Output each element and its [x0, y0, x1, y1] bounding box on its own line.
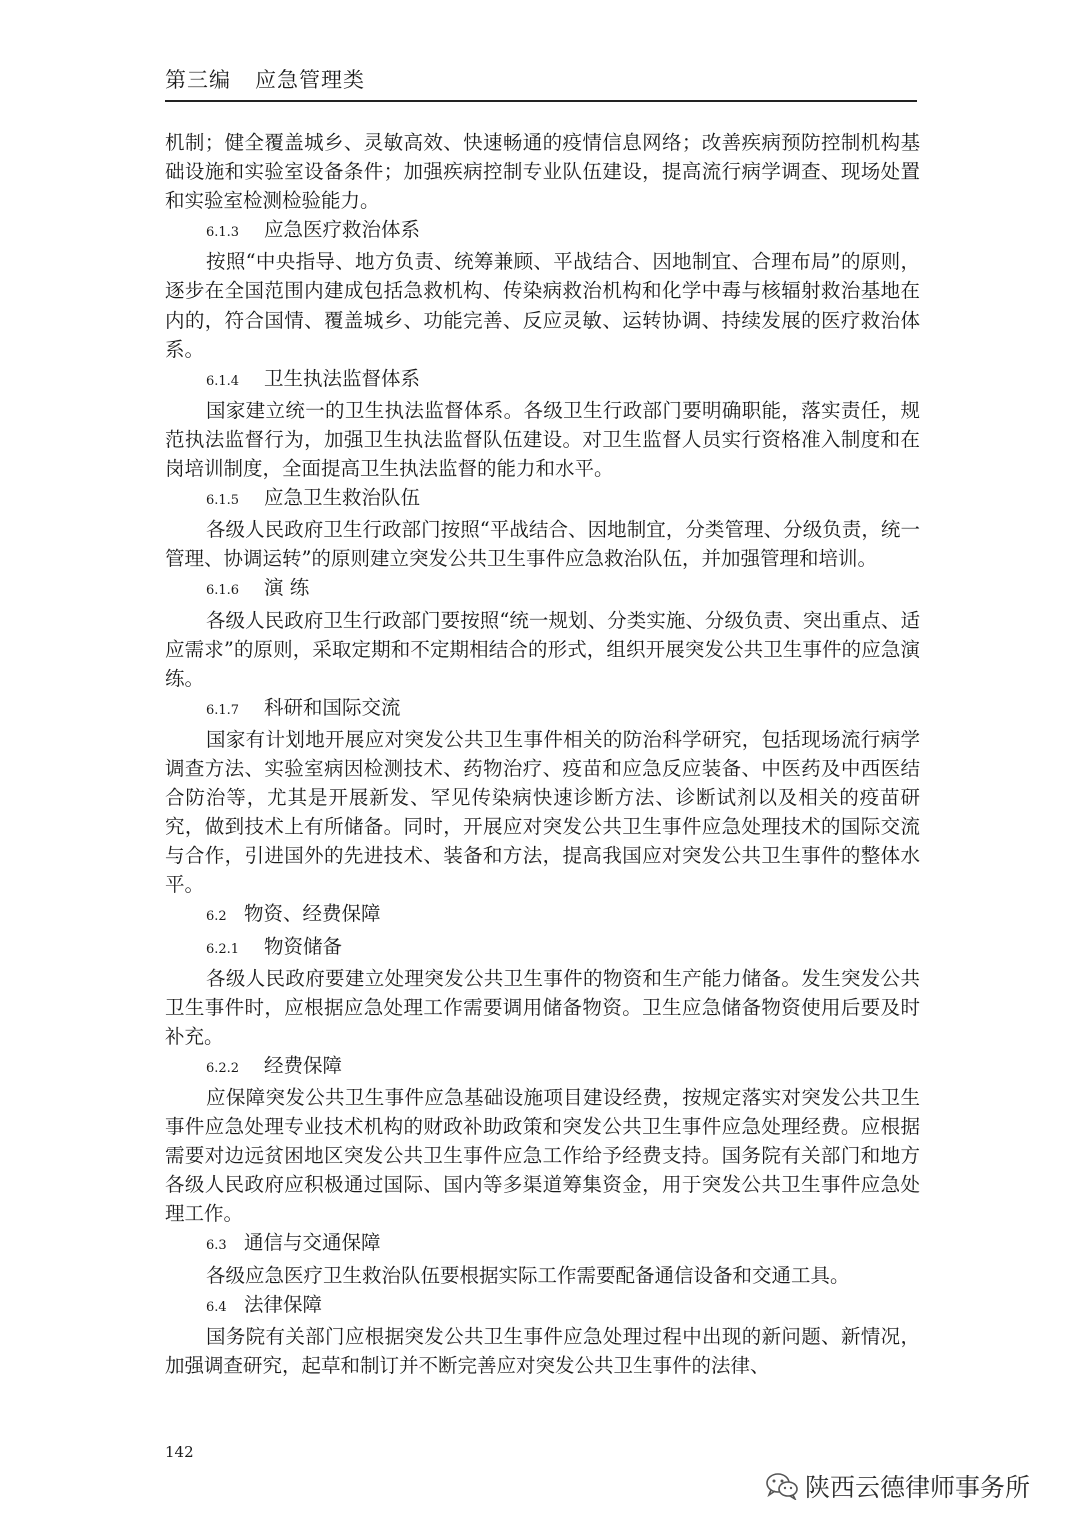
paragraph: 国家有计划地开展应对突发公共卫生事件相关的防治科学研究，包括现场流行病学调查方法、实验室病因检测技术、药物治疗、疫苗和应急反应装备、中医药及中西医结合防治等，尤其是开展新发、罕见传染病快速诊断方法、诊断试剂以及相关的疫苗研究，做到技术上有所储备。同时，开展应对突发公共卫生事件应急处理技术的国际交流与合作，引进国外的先进技术、装备和方法，提高我国应对突发公共卫生事件的整体水平。: [165, 727, 920, 897]
header-part: 第三编: [165, 68, 231, 92]
watermark-text: 陕西云德律师事务所: [805, 1473, 1031, 1502]
document-body: [165, 128, 920, 1380]
paragraph: 各级人民政府卫生行政部门按照“平战结合、因地制宜，分类管理、分级负责，统一管理、协调运转”的原则建立突发公共卫生事件应急救治队伍，并加强管理和培训。: [165, 518, 920, 571]
paragraph: 国务院有关部门应根据突发公共卫生事件应急处理过程中出现的新问题、新情况，加强调查研究，起草和制订并不断完善应对突发公共卫生事件的法律、: [165, 1324, 920, 1377]
section-heading-6-2-1: 6.2.1 物资储备: [206, 934, 343, 958]
paragraph: 应保障突发公共卫生事件应急基础设施项目建设经费，按规定落实对突发公共卫生事件应急处理专业技术机构的财政补助政策和突发公共卫生事件应急处理经费。应根据需要对边远贫困地区突发公共卫生事件应急工作给予经费支持。国务院有关部门和地方各级人民政府应积极通过国际、国内等多渠道筹集资金，用于突发公共卫生事件应急处理工作。: [165, 1086, 920, 1226]
paragraph: 国家建立统一的卫生执法监督体系。各级卫生行政部门要明确职能，落实责任，规范执法监督行为，加强卫生执法监督队伍建设。对卫生监督人员实行资格准入制度和在岗培训制度，全面提高卫生执法监督的能力和水平。: [165, 398, 920, 481]
section-heading-6-1-7: 6.1.7 科研和国际交流: [206, 695, 401, 719]
section-heading-6-2: 6.2 物资、经费保障: [206, 902, 381, 926]
section-heading-6-4: 6.4 法律保障: [206, 1292, 323, 1316]
paragraph: 各级人民政府卫生行政部门要按照“统一规划、分类实施、分级负责、突出重点、适应需求”的原则，采取定期和不定期相结合的形式，组织开展突发公共卫生事件的应急演练。: [165, 608, 920, 690]
wechat-icon: [765, 1472, 799, 1500]
running-header: [165, 64, 917, 102]
section-heading-6-1-6: 6.1.6 演 练: [206, 576, 310, 600]
section-heading-6-3: 6.3 通信与交通保障: [206, 1231, 381, 1255]
section-heading-6-1-3: 6.1.3 应急医疗救治体系: [206, 218, 421, 242]
section-heading-6-2-2: 6.2.2 经费保障: [206, 1053, 343, 1077]
section-heading-6-1-5: 6.1.5 应急卫生救治队伍: [206, 486, 421, 510]
header-title: 应急管理类: [255, 68, 365, 92]
paragraph: 各级应急医疗卫生救治队伍要根据实际工作需要配备通信设备和交通工具。: [206, 1263, 850, 1287]
watermark: [765, 1468, 1030, 1504]
section-heading-6-1-4: 6.1.4 卫生执法监督体系: [206, 366, 421, 390]
continued-paragraph: 机制；健全覆盖城乡、灵敏高效、快速畅通的疫情信息网络；改善疾病预防控制机构基础设施和实验室设备条件；加强疾病控制专业队伍建设，提高流行病学调查、现场处置和实验室检测检验能力。: [165, 131, 920, 213]
paragraph: 各级人民政府要建立处理突发公共卫生事件的物资和生产能力储备。发生突发公共卫生事件时，应根据应急处理工作需要调用储备物资。卫生应急储备物资使用后要及时补充。: [165, 966, 920, 1048]
paragraph: 按照“中央指导、地方负责、统筹兼顾、平战结合、因地制宜、合理布局”的原则，逐步在全国范围内建成包括急救机构、传染病救治机构和化学中毒与核辐射救治基地在内的，符合国情、覆盖城乡、功能完善、反应灵敏、运转协调、持续发展的医疗救治体系。: [165, 250, 920, 361]
page-number: 142: [165, 1443, 194, 1461]
